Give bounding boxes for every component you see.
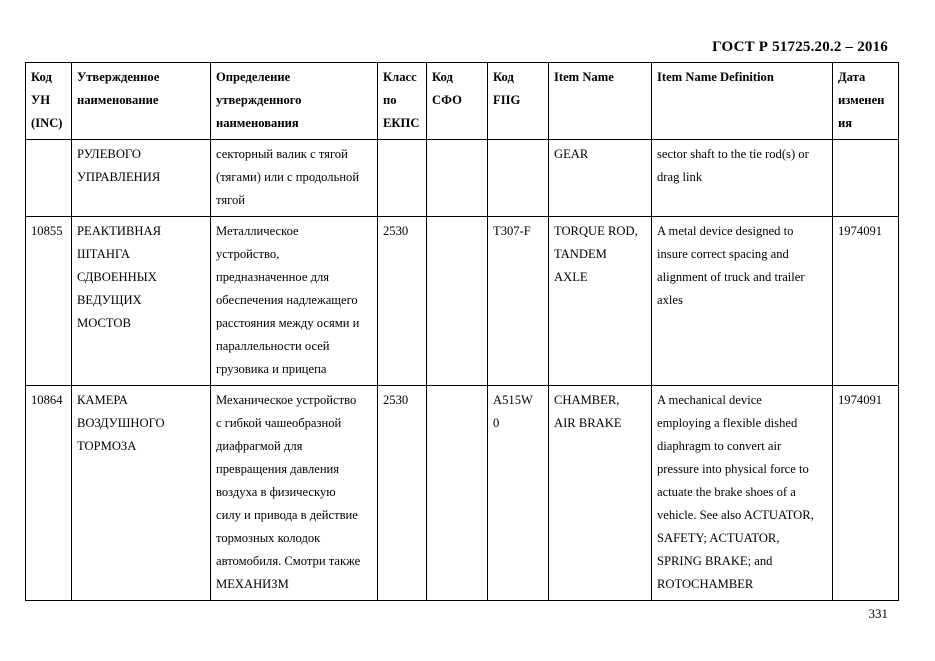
header-definition: Определение утвержденного наименования <box>211 63 378 140</box>
header-sfo: Код СФО <box>427 63 488 140</box>
cell-sfo <box>427 140 488 217</box>
cell-date: 1974091 <box>833 386 899 601</box>
cell-definition: Металлическое устройство, предназначенное для обеспечения надлежащего расстояния между осями и параллельности осей грузовика и прицепа <box>211 217 378 386</box>
header-date: Дата изменен ия <box>833 63 899 140</box>
cell-code <box>26 140 72 217</box>
cell-item-definition: A mechanical device employing a flexible dished diaphragm to convert air pressure into physical force to actuate the brake shoes of a vehicle. See also ACTUATOR, SAFETY; ACTUATOR, SPRING BRAKE; and ROTOCHAMBER <box>652 386 833 601</box>
cell-sfo <box>427 386 488 601</box>
cell-code: 10855 <box>26 217 72 386</box>
cell-class: 2530 <box>378 217 427 386</box>
page-number: 331 <box>868 606 888 621</box>
cell-definition: секторный валик с тягой (тягами) или с продольной тягой <box>211 140 378 217</box>
cell-fiig <box>488 140 549 217</box>
cell-code: 10864 <box>26 386 72 601</box>
header-item-name: Item Name <box>549 63 652 140</box>
cell-date <box>833 140 899 217</box>
nomenclature-table <box>25 62 899 601</box>
cell-item-name: GEAR <box>549 140 652 217</box>
cell-item-name: TORQUE ROD, TANDEM AXLE <box>549 217 652 386</box>
cell-class <box>378 140 427 217</box>
cell-item-definition: sector shaft to the tie rod(s) or drag link <box>652 140 833 217</box>
table-row <box>26 140 899 217</box>
cell-class: 2530 <box>378 386 427 601</box>
cell-fiig: T307-F <box>488 217 549 386</box>
cell-sfo <box>427 217 488 386</box>
cell-fiig: A515W 0 <box>488 386 549 601</box>
cell-item-name: CHAMBER, AIR BRAKE <box>549 386 652 601</box>
cell-name: КАМЕРА ВОЗДУШНОГО ТОРМОЗА <box>72 386 211 601</box>
header-item-definition: Item Name Definition <box>652 63 833 140</box>
cell-date: 1974091 <box>833 217 899 386</box>
table-row <box>26 217 899 386</box>
header-code: Код УН (INC) <box>26 63 72 140</box>
document-header: ГОСТ Р 51725.20.2 – 2016 <box>712 39 888 55</box>
header-class: Класс по ЕКПС <box>378 63 427 140</box>
cell-item-definition: A metal device designed to insure correct spacing and alignment of truck and trailer axles <box>652 217 833 386</box>
table-header-row <box>26 63 899 140</box>
header-fiig: Код FIIG <box>488 63 549 140</box>
header-name: Утвержденное наименование <box>72 63 211 140</box>
cell-definition: Механическое устройство с гибкой чашеобразной диафрагмой для превращения давления воздуха в физическую силу и привода в действие тормозных колодок автомобиля. Смотри также МЕХАНИЗМ <box>211 386 378 601</box>
cell-name: РУЛЕВОГО УПРАВЛЕНИЯ <box>72 140 211 217</box>
cell-name: РЕАКТИВНАЯ ШТАНГА СДВОЕННЫХ ВЕДУЩИХ МОСТОВ <box>72 217 211 386</box>
table-row <box>26 386 899 601</box>
